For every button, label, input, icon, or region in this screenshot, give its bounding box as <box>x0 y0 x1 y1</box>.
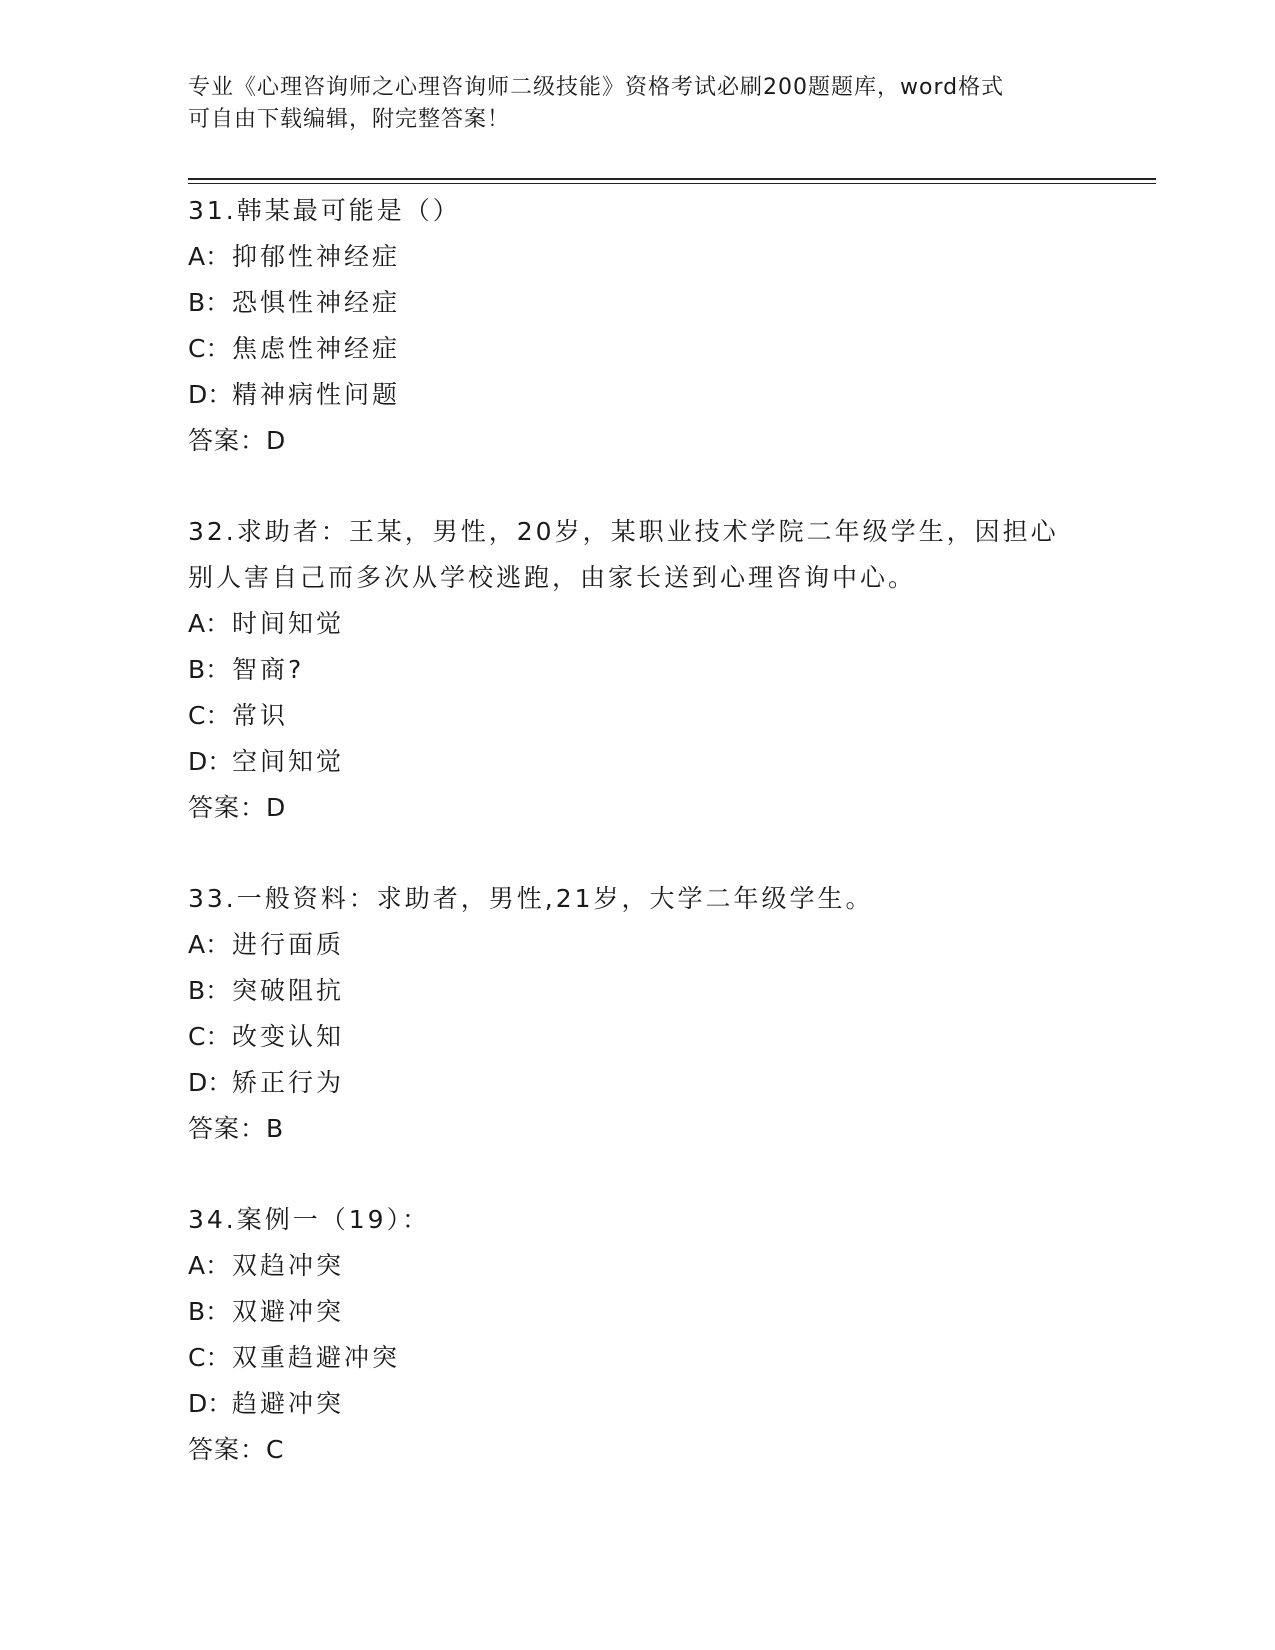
option-text: 空间知觉 <box>232 747 345 776</box>
question-32 <box>188 509 1148 831</box>
option-text: 双重趋避冲突 <box>232 1343 401 1372</box>
answer-value: D <box>266 793 287 822</box>
option-text: 常识 <box>232 701 289 730</box>
header-line-1: 专业《心理咨询师之心理咨询师二级技能》资格考试必刷200题题库，word格式 <box>188 75 1005 100</box>
option-b <box>188 968 1148 1014</box>
option-c <box>188 1335 1148 1381</box>
option-key: D： <box>188 1068 233 1097</box>
option-key: C： <box>188 1343 231 1372</box>
option-a <box>188 234 1148 280</box>
question-stem: 31.韩某最可能是（） <box>188 196 461 225</box>
question-34 <box>188 1197 1148 1473</box>
option-key: A： <box>188 242 231 271</box>
option-b <box>188 1289 1148 1335</box>
option-c <box>188 326 1148 372</box>
answer-label: 答案： <box>188 793 267 822</box>
header-divider-thick <box>188 178 1156 180</box>
option-key: A： <box>188 1251 231 1280</box>
option-text: 双避冲突 <box>232 1297 345 1326</box>
option-key: C： <box>188 1022 231 1051</box>
answer-value: C <box>266 1435 285 1464</box>
document-header <box>188 72 1088 136</box>
option-a <box>188 922 1148 968</box>
option-text: 恐惧性神经症 <box>232 288 401 317</box>
option-d <box>188 1060 1148 1106</box>
answer-label: 答案： <box>188 1114 267 1143</box>
answer-line <box>188 1427 1148 1473</box>
option-d <box>188 739 1148 785</box>
question-stem: 34.案例一（19）： <box>188 1205 431 1234</box>
question-31 <box>188 188 1148 464</box>
option-text: 突破阻抗 <box>232 976 345 1005</box>
answer-value: B <box>266 1114 285 1143</box>
option-key: B： <box>188 655 231 684</box>
answer-line <box>188 418 1148 464</box>
answer-label: 答案： <box>188 426 267 455</box>
question-list <box>188 188 1148 1518</box>
option-c <box>188 693 1148 739</box>
answer-value: D <box>266 426 287 455</box>
answer-label: 答案： <box>188 1435 267 1464</box>
question-stem-continued: 别人害自己而多次从学校逃跑，由家长送到心理咨询中心。 <box>188 563 917 592</box>
option-key: B： <box>188 976 231 1005</box>
option-key: A： <box>188 930 231 959</box>
option-a <box>188 1243 1148 1289</box>
option-key: B： <box>188 1297 231 1326</box>
option-text: 矫正行为 <box>232 1068 345 1097</box>
question-stem: 33.一般资料：求助者，男性,21岁，大学二年级学生。 <box>188 884 874 913</box>
option-key: C： <box>188 701 231 730</box>
answer-line <box>188 785 1148 831</box>
option-text: 精神病性问题 <box>232 380 401 409</box>
option-text: 抑郁性神经症 <box>232 242 401 271</box>
option-text: 焦虑性神经症 <box>232 334 401 363</box>
answer-line <box>188 1106 1148 1152</box>
header-line-2: 可自由下载编辑，附完整答案！ <box>188 107 511 132</box>
option-key: C： <box>188 334 231 363</box>
option-text: 智商? <box>232 655 305 684</box>
header-divider-thin <box>188 183 1156 184</box>
option-text: 双趋冲突 <box>232 1251 345 1280</box>
option-text: 趋避冲突 <box>232 1389 345 1418</box>
option-key: B： <box>188 288 231 317</box>
question-stem: 32.求助者：王某，男性，20岁，某职业技术学院二年级学生，因担心 <box>188 517 1059 546</box>
option-b <box>188 647 1148 693</box>
option-key: D： <box>188 1389 233 1418</box>
option-d <box>188 372 1148 418</box>
option-text: 进行面质 <box>232 930 345 959</box>
option-d <box>188 1381 1148 1427</box>
option-key: A： <box>188 609 231 638</box>
option-b <box>188 280 1148 326</box>
option-key: D： <box>188 380 233 409</box>
question-33 <box>188 876 1148 1152</box>
option-key: D： <box>188 747 233 776</box>
option-a <box>188 601 1148 647</box>
option-text: 时间知觉 <box>232 609 345 638</box>
option-c <box>188 1014 1148 1060</box>
option-text: 改变认知 <box>232 1022 345 1051</box>
